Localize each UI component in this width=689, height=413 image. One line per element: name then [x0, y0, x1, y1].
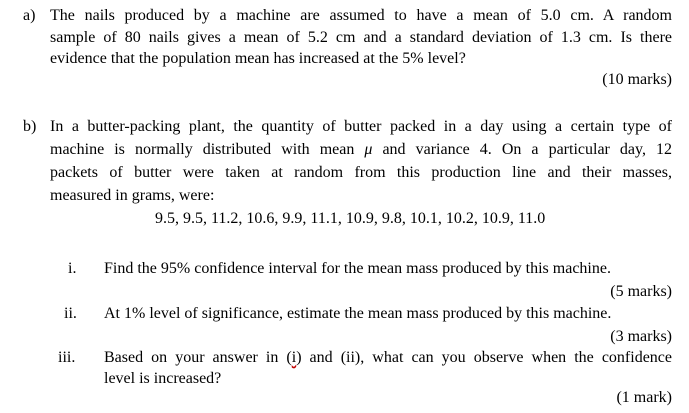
- question-a-line-1: The nails produced by a machine are assumed to have a mean of 5.0 cm. A random: [50, 7, 672, 24]
- spellcheck-underline: i: [291, 349, 297, 366]
- subquestion-ii-text: At 1% level of significance, estimate the mean mass produced by this machine.: [104, 305, 612, 322]
- question-b-line-1: In a butter-packing plant, the quantity of butter packed in a day using a certain type of: [50, 118, 672, 135]
- question-b-line-3: packets of butter were taken at random from this production line and their masses,: [50, 164, 672, 181]
- subquestion-ii-label: ii.: [64, 305, 77, 322]
- question-a-marks: (10 marks): [602, 71, 672, 88]
- question-b-line-4: measured in grams, were:: [50, 187, 215, 204]
- subquestion-iii-label: iii.: [58, 349, 76, 366]
- subquestion-ii-marks: (3 marks): [610, 328, 672, 345]
- subquestion-iii-text: [104, 347, 672, 369]
- subquestion-i-label: i.: [68, 260, 77, 277]
- mass-data: 9.5, 9.5, 11.2, 10.6, 9.9, 11.1, 10.9, 9.8, 10.1, 10.2, 10.9, 11.0: [155, 210, 546, 227]
- question-a-line-2: sample of 80 nails gives a mean of 5.2 cm and a standard deviation of 1.3 cm. Is there: [50, 29, 672, 46]
- subquestion-iii-marks: (1 mark): [616, 389, 672, 406]
- subquestion-iii-text-start: Based on your answer in (: [104, 349, 292, 366]
- question-b-label: b): [23, 118, 37, 135]
- subquestion-iii-text-end: ) and (ii), what can you observe when the confidence: [296, 349, 673, 366]
- mu-symbol: μ: [364, 141, 373, 158]
- subquestion-iii-text-2: level is increased?: [104, 370, 222, 387]
- question-b-line-2: [50, 139, 672, 161]
- subquestion-i-marks: (5 marks): [610, 283, 672, 300]
- question-a-label: a): [23, 7, 36, 24]
- question-b-line-2-end: and variance 4. On a particular day, 12: [372, 141, 673, 158]
- subquestion-i-text: Find the 95% confidence interval for the mean mass produced by this machine.: [104, 260, 611, 277]
- question-b-line-2-start: machine is normally distributed with mean: [50, 141, 365, 158]
- question-a-line-3: evidence that the population mean has increased at the 5% level?: [50, 50, 466, 67]
